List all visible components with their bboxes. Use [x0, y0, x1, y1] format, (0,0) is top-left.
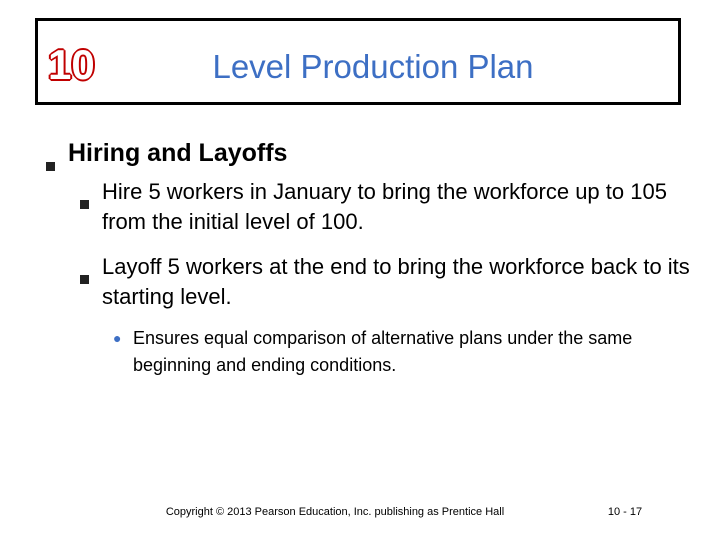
- bullet-level1: [46, 138, 287, 178]
- bullet-level3-text: Ensures equal comparison of alternative plans under the same beginning and ending conditions.: [133, 328, 633, 375]
- bullet-level2-hire: [80, 177, 690, 237]
- chapter-number: 10: [48, 41, 95, 88]
- bullet-level3: [113, 325, 673, 379]
- round-bullet-icon: ●: [113, 330, 122, 346]
- page-number: 10 - 17: [607, 506, 643, 518]
- bullet-level2-text: Hire 5 workers in January to bring the workforce up to 105 from the initial level of 100.: [102, 179, 667, 234]
- bullet-level1-text: Hiring and Layoffs: [68, 139, 288, 167]
- footer-copyright: Copyright © 2013 Pearson Education, Inc. publishing as Prentice Hall: [165, 506, 505, 518]
- slide-title: Level Production Plan: [212, 48, 534, 85]
- square-bullet-icon: [80, 177, 102, 217]
- square-bullet-icon: [80, 252, 102, 292]
- bullet-level2-layoff: [80, 252, 690, 312]
- title-bar: [35, 18, 681, 105]
- bullet-level2-text: Layoff 5 workers at the end to bring the workforce back to its starting level.: [102, 254, 690, 309]
- square-bullet-icon: [46, 138, 68, 178]
